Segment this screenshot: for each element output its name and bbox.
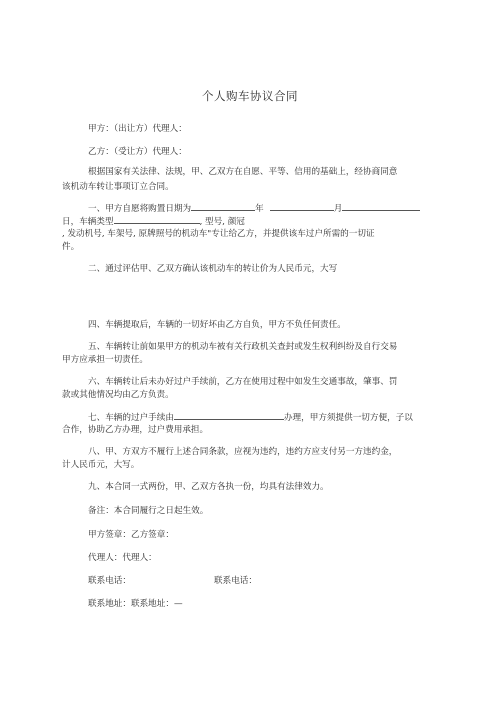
- clause-6-line-1: 六、车辆转让后未办好过户手续前，乙方在使用过程中如发生交通事故，肇事、罚: [88, 377, 398, 387]
- blank-purchase-year: [191, 201, 255, 211]
- intro-line-2: 该机动车转让事项订立合同。: [62, 182, 174, 192]
- clause-1-line-4: 件。: [62, 242, 80, 252]
- clause-1-text-d: 日，车辆类型: [62, 217, 114, 227]
- intro-line-1: 根据国家有关法律、法规，甲、乙双方在自愿、平等、信用的基础上，经协商同意: [88, 167, 398, 177]
- clause-4: 四、车辆提取后，车辆的一切好坏由乙方自负，甲方不负任何责任。: [88, 320, 346, 330]
- clause-5-line-2: 甲方应承担一切责任。: [62, 355, 148, 365]
- blank-transfer-handler: [174, 410, 284, 420]
- party-b-line: 乙方：（受让方）代理人：: [88, 147, 187, 157]
- document-title: 个人购车协议合同: [202, 89, 298, 103]
- signature-line: 甲方签章：乙方签章：: [88, 530, 174, 540]
- agents-line: 代理人：代理人：: [88, 553, 157, 563]
- clause-1-text-c: 月: [333, 204, 343, 214]
- clause-5-line-1: 五、车辆转让前如果甲方的机动车被有关行政机关查封或发生权利纠纷及自行交易: [88, 342, 398, 352]
- phone-label-b: 联系电话：: [214, 576, 257, 586]
- clause-1-text-e: , 型号, 颜冠: [199, 217, 245, 227]
- blank-purchase-month: [270, 201, 334, 211]
- clause-8-line-2: 计人民币元，大写。: [62, 460, 140, 470]
- clause-2: 二、通过评估甲、乙双方确认该机动车的转让价为人民币元，大写: [88, 264, 338, 274]
- party-a-line: 甲方：（出让方）代理人：: [88, 124, 187, 134]
- clause-9: 九、本合同一式两份，甲、乙双方各执一份，均具有法律效力。: [88, 482, 329, 492]
- blank-vehicle-type: [114, 214, 200, 224]
- clause-7-text-b: 办理，甲方须提供一切方便，子以: [283, 413, 413, 423]
- phone-label-a: 联系电话：: [88, 576, 131, 586]
- clause-1-text-a: 一、甲方自愿将购置日期为: [88, 204, 192, 214]
- clause-6-line-2: 款或其他情况均由乙方负责。: [62, 390, 174, 400]
- phone-line: [88, 574, 443, 588]
- note-line: 备注：本合同履行之日起生效。: [88, 506, 209, 516]
- clause-1-text-b: 年: [255, 204, 264, 214]
- blank-purchase-day: [342, 201, 420, 211]
- clause-1-line-3: , 发动机号, 车架号, 原牌照号的机动车"专让给乙方，并提供该车过户所需的一切证: [62, 229, 375, 239]
- address-line: 联系地址：联系地址：—: [88, 599, 183, 609]
- clause-8-line-1: 八、甲、方双方不履行上述合同条款，应视为违约，违约方应支付另一方违约金，: [88, 447, 398, 457]
- clause-7-line-2: 合作，协助乙方办理，过户费用承担。: [62, 425, 209, 435]
- clause-7-text-a: 七、车辆的过户手续由: [88, 413, 174, 423]
